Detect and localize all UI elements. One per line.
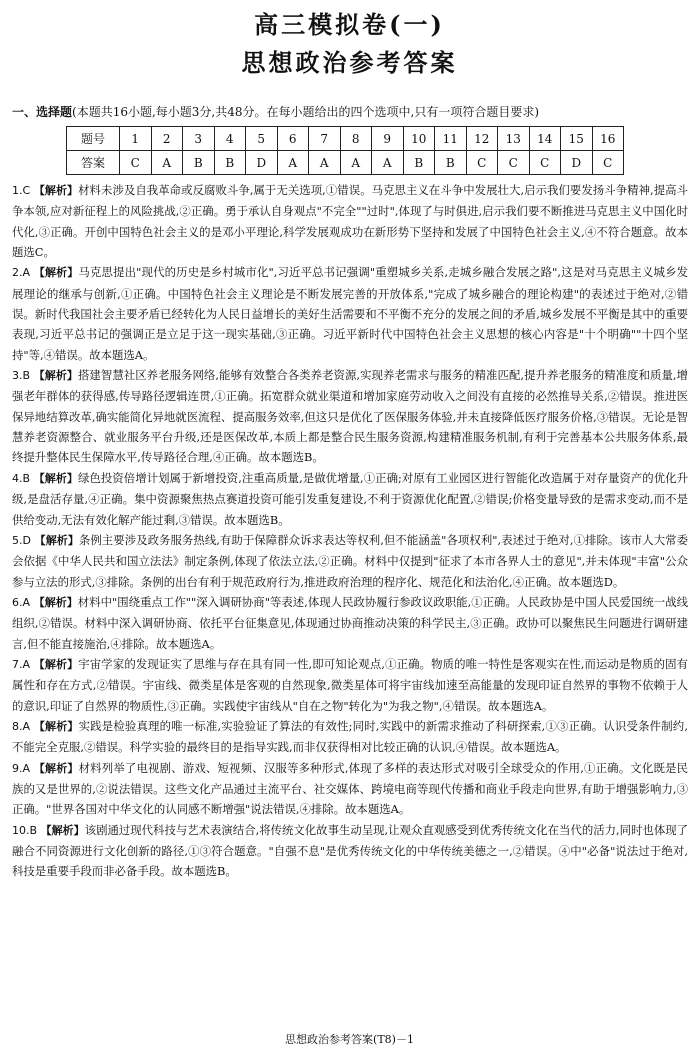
answer-table-cell: 13 xyxy=(498,127,530,151)
item-text: 材料未涉及自我革命或反腐败斗争,属于无关选项,①错误。马克思主义在斗争中发展壮大,启示我们要发扬斗争精神,提高斗争本领,应对新征程上的风险挑战,②正确。勇于承认自身观点"不完全""过时",体现了与时俱进,启示我们要不断推进马克思主义中国化时代化,③正确。开创中国特色社会主义的是邓小平理论,科学发展观成功在新形势下坚持和发展了中国特色社会主义,④不符合题意。故本题选C。 xyxy=(12,183,689,260)
answer-table-cell: 16 xyxy=(592,127,624,151)
answer-table-cell: 9 xyxy=(372,127,404,151)
answer-table xyxy=(66,126,624,175)
item-text: 绿色投资倍增计划属于新增投资,注重高质量,是做优增量,①正确;对原有工业园区进行智能化改造属于对存量资产的优化升级,是盘活存量,④正确。集中资源聚焦热点赛道投资可能引发重复建设,不利于资源优化配置,②错误;价格变量导致的是需求变动,而不是供给变动,无法有效化解产能过剩,③错误。故本题选B。 xyxy=(12,470,689,527)
item-tag: 【解析】 xyxy=(40,823,85,837)
answer-table-cell: 1 xyxy=(120,127,152,151)
answer-table-cell: 15 xyxy=(561,127,593,151)
answer-table-cell: B xyxy=(183,151,215,175)
answer-table-row2-label: 答案 xyxy=(67,151,120,175)
answer-table-cell: B xyxy=(435,151,467,175)
item-number: 3.B xyxy=(12,369,31,383)
item-text: 材料列举了电视剧、游戏、短视频、汉服等多种形式,体现了多样的表达形式对吸引全球受众的作用,①正确。文化既是民族的又是世界的,②说法错误。这些文化产品通过主流平台、社交媒体、跨境电商等现代传播和商业手段走向世界,有助于增强影响力,③正确。"世界各国对中华文化的认同感不断增强"说法错误,④排除。故本题选A。 xyxy=(12,760,689,817)
explanation-item xyxy=(12,758,688,820)
item-number: 7.A xyxy=(12,657,31,671)
item-number: 2.A xyxy=(12,266,31,280)
page-title: 高三模拟卷(一) xyxy=(254,10,445,39)
answer-table-cell: 2 xyxy=(151,127,183,151)
item-number: 5.D xyxy=(12,533,31,547)
item-text: 该剧通过现代科技与艺术表演结合,将传统文化故事生动呈现,让观众直观感受到优秀传统文化在当代的活力,同时也体现了融合不同资源进行文化创新的路径,①③符合题意。"自强不息"是优秀传统文化的中华传统美德之一,②错误。④中"必备"说法过于绝对,科技是重要手段而非必备手段。故本题选B。 xyxy=(12,822,688,879)
answer-table-cell: C xyxy=(498,151,530,175)
explanation-item xyxy=(12,262,688,365)
answer-table-cell: B xyxy=(403,151,435,175)
item-text: 宇宙学家的发现证实了思维与存在具有同一性,即可知论观点,①正确。物质的唯一特性是客观实在性,而运动是物质的固有属性和存在方式,②错误。宇宙线、微类星体是客观的自然现象,微类星体可将宇宙线加速至高能量的发现印证自然界的事物不依赖于人的意识,印证了自然界的物质性,③正确。实践使宇宙线从"自在之物"转化为"为我之物",④错误。故本题选A。 xyxy=(12,656,689,713)
item-number: 1.C xyxy=(12,184,31,197)
answer-table-cell: C xyxy=(120,151,152,175)
explanation-item xyxy=(12,716,688,758)
item-number: 6.A xyxy=(12,595,31,609)
answer-table-cell: 3 xyxy=(183,127,215,151)
answer-table-cell: 8 xyxy=(340,127,372,151)
item-number: 10.B xyxy=(12,823,38,837)
item-text: 材料中"围绕重点工作""深入调研协商"等表述,体现人民政协履行参政议政职能,①正确。人民政协是中国人民爱国统一战线组织,②错误。材料中深入调研协商、依托平台征集意见,体现通过协商推动决策的科学民主,③正确。政协可以聚焦民生问题进行调研建言,但不能直接施治,④排除。故本题选A。 xyxy=(12,594,689,651)
item-number: 9.A xyxy=(12,761,31,775)
item-text: 马克思提出"现代的历史是乡村城市化",习近平总书记强调"重塑城乡关系,走城乡融合发展之路",这是对马克思主义城乡发展理论的继承与创新,①正确。中国特色社会主义理论是不断发展完善的开放体系,"完成了城乡融合的理论构建"的表述过于绝对,②错误。新时代我国社会主要矛盾已经转化为人民日益增长的美好生活需要和不平衡不充分的发展之间的矛盾,城乡发展不平衡是其中的重要表现,习近平总书记的强调正是立足于这一现实基础,③正确。习近平新时代中国特色社会主义思想的核心内容是"十个明确""十四个坚持"等,④错误。故本题选A。 xyxy=(12,265,688,362)
answer-table-cell: A xyxy=(340,151,372,175)
answer-table-number-row xyxy=(67,127,624,151)
answer-table-cell: 4 xyxy=(214,127,246,151)
section-label: 一、选择题 xyxy=(12,105,73,119)
section-note: (本题共16小题,每小题3分,共48分。在每小题给出的四个选项中,只有一项符合题目要求) xyxy=(72,105,539,119)
item-tag: 【解析】 xyxy=(33,595,78,609)
explanation-item xyxy=(12,820,688,882)
answer-table-cell: A xyxy=(151,151,183,175)
answer-table-cell: D xyxy=(246,151,278,175)
answer-table-cell: 12 xyxy=(466,127,498,151)
item-tag: 【解析】 xyxy=(34,533,79,547)
explanation-item xyxy=(12,654,688,716)
item-text: 实践是检验真理的唯一标准,实验验证了算法的有效性;同时,实践中的新需求推动了科研探索,①③正确。认识受条件制约,不能完全克服,②错误。科学实验的最终目的是指导实践,而非仅获得相对比较正确的认识,④错误。故本题选A。 xyxy=(12,718,689,755)
page-footer: 思想政治参考答案(T8)－1 xyxy=(285,1033,414,1046)
answer-table-cell: A xyxy=(372,151,404,175)
answer-table-cell: 10 xyxy=(403,127,435,151)
answer-table-cell: 11 xyxy=(435,127,467,151)
item-text: 搭建智慧社区养老服务网络,能够有效整合各类养老资源,实现养老需求与服务的精准匹配,提升养老服务的精准度和质量,增强老年群体的获得感,传导路径逻辑连贯,①正确。拓宽群众就业渠道和增加家庭劳动收入之间没有直接的必然推导关系,②错误。推进医保异地结算改革,确实能简化异地就医流程、提高服务效率,但这只是优化了医保服务体验,并未直接降低医疗服务价格,③错误。无论是智慧养老资源整合、就业服务平台升级,还是医保改革,本质上都是整合民生服务资源,构建精准服务机制,有利于完善基本公共服务体系,最终提升整体民生保障水平,传导路径合理,④正确。故本题选B。 xyxy=(12,368,688,465)
answer-table-row1-label: 题号 xyxy=(67,127,120,151)
answer-table-cell: B xyxy=(214,151,246,175)
explanation-item xyxy=(12,180,688,262)
page-subtitle: 思想政治参考答案 xyxy=(241,48,458,77)
item-tag: 【解析】 xyxy=(33,657,79,671)
item-tag: 【解析】 xyxy=(33,266,79,280)
item-number: 8.A xyxy=(12,719,31,733)
answer-table-answer-row xyxy=(67,151,624,175)
answer-table-cell: 14 xyxy=(529,127,561,151)
explanation-item xyxy=(12,530,688,592)
answer-table-cell: C xyxy=(592,151,624,175)
item-tag: 【解析】 xyxy=(33,184,79,197)
answer-table-cell: A xyxy=(277,151,309,175)
explanation-list xyxy=(12,180,688,882)
item-tag: 【解析】 xyxy=(33,471,78,485)
answer-table-cell: C xyxy=(466,151,498,175)
item-tag: 【解析】 xyxy=(33,369,78,383)
explanation-item xyxy=(12,592,688,654)
item-tag: 【解析】 xyxy=(33,719,79,733)
item-text: 条例主要涉及政务服务热线,有助于保障群众诉求表达等权利,但不能涵盖"各项权利",表述过于绝对,①排除。该市人大常委会依据《中华人民共和国立法法》制定条例,体现了依法立法,②正确。材料中仅提到"征求了本市各界人士的意见",并未体现"丰富"公众参与立法的形式,③排除。条例的出台有利于规范政府行为,推进政府治理的程序化、规范化和法治化,④正确。故本题选D。 xyxy=(12,532,688,589)
answer-table-cell: 6 xyxy=(277,127,309,151)
item-number: 4.B xyxy=(12,471,31,485)
item-tag: 【解析】 xyxy=(33,761,79,775)
answer-table-cell: C xyxy=(529,151,561,175)
explanation-item xyxy=(12,468,688,530)
explanation-item xyxy=(12,365,688,468)
answer-table-cell: 7 xyxy=(309,127,341,151)
section-heading xyxy=(12,103,692,121)
answer-table-cell: A xyxy=(309,151,341,175)
answer-table-cell: 5 xyxy=(246,127,278,151)
answer-table-cell: D xyxy=(561,151,593,175)
